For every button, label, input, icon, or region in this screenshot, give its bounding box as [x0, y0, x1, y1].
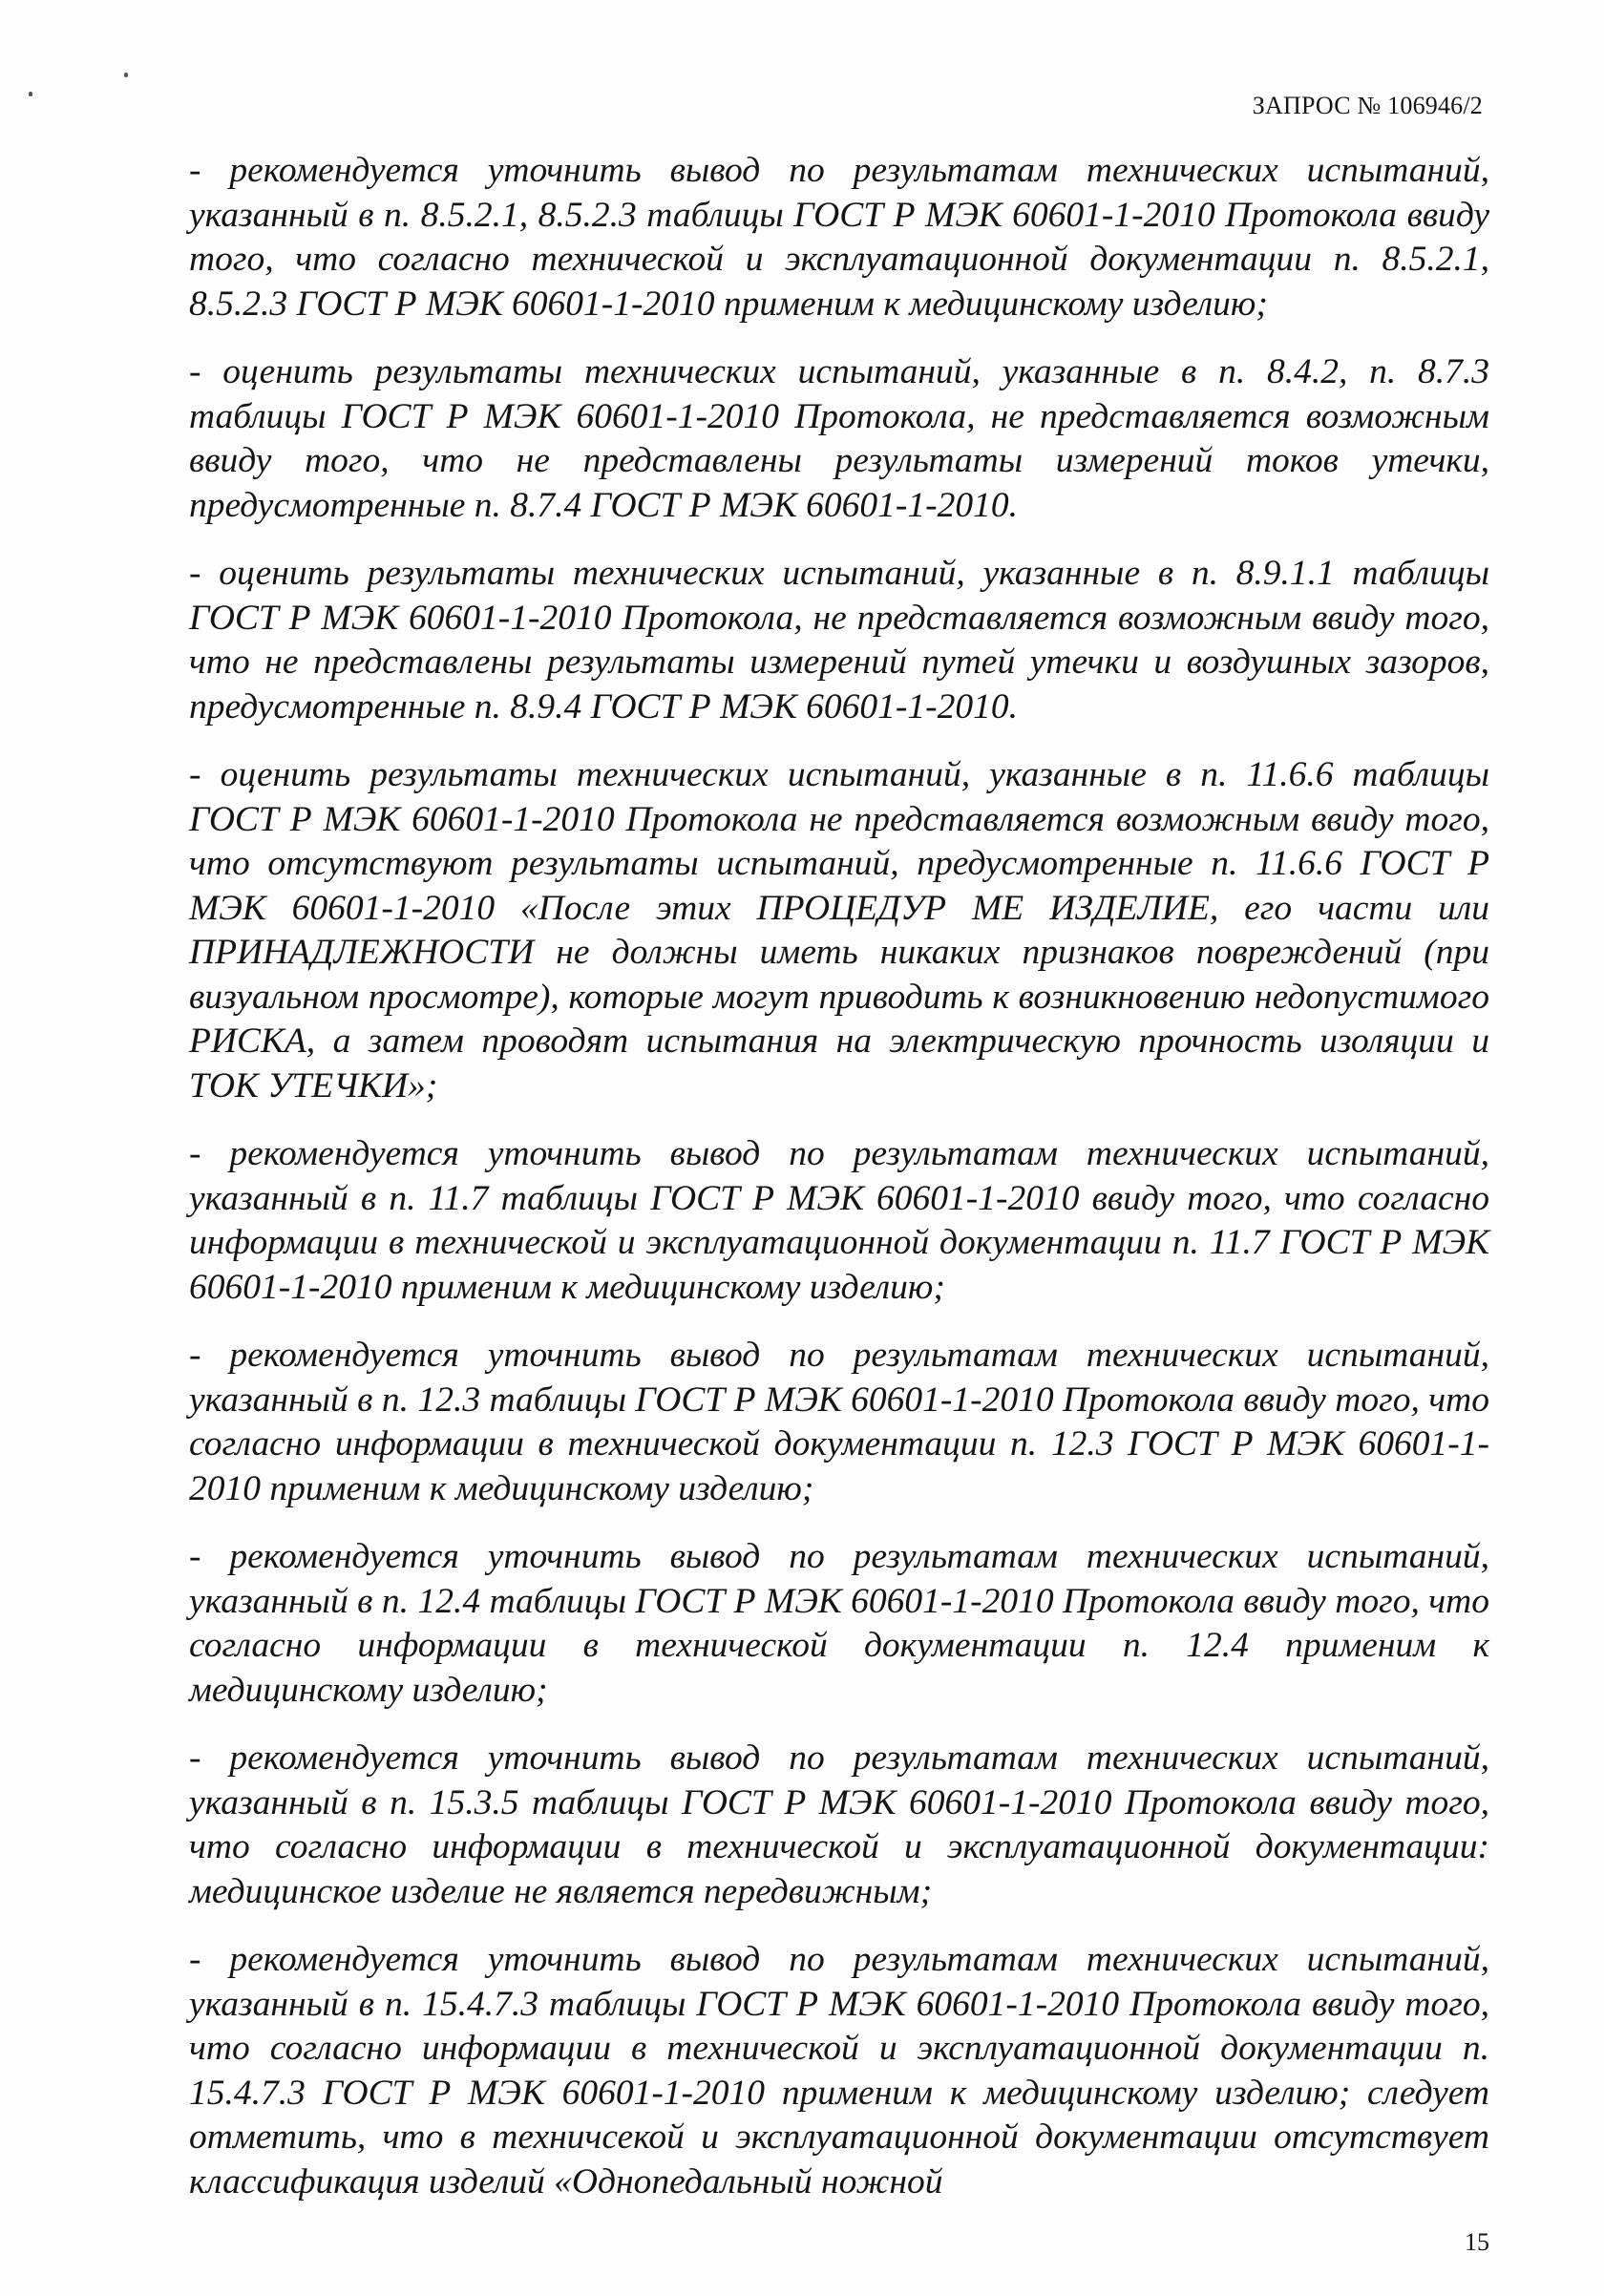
paragraph-5: - рекомендуется уточнить вывод по результатам технических испытаний, указанный в п. 11.7 таблицы ГОСТ Р МЭК 60601-1-2010 ввиду того, что согласно информации в технической и эксплуатационной документации п. 11.7 ГОСТ Р МЭК 60601-1-2010 применим к медицинскому изделию;: [189, 1134, 1489, 1307]
paragraph-3: - оценить результаты технических испытаний, указанные в п. 8.9.1.1 таблицы ГОСТ Р МЭК 60601-1-2010 Протокола, не представляется возможным ввиду того, что не представлены результаты измерений путей утечки и воздушных зазоров, предусмотренные п. 8.9.4 ГОСТ Р МЭК 60601-1-2010.: [189, 554, 1489, 727]
document-body: [189, 149, 1489, 2228]
page-number: 15: [1465, 2228, 1489, 2256]
scan-speck: [29, 92, 32, 96]
paragraph-7: - рекомендуется уточнить вывод по результатам технических испытаний, указанный в п. 12.4 таблицы ГОСТ Р МЭК 60601-1-2010 Протокола ввиду того, что согласно информации в технической документации п. 12.4 применим к медицинскому изделию;: [189, 1537, 1489, 1710]
paragraph-9: - рекомендуется уточнить вывод по результатам технических испытаний, указанный в п. 15.4.7.3 таблицы ГОСТ Р МЭК 60601-1-2010 Протокола ввиду того, что согласно информации в технической и эксплуатационной документации п. 15.4.7.3 ГОСТ Р МЭК 60601-1-2010 применим к медицинскому изделию; следует отметить, что в техничсекой и эксплуатационной документации отсутствует классификация изделий «Однопедальный ножной: [189, 1940, 1489, 2201]
request-number: ЗАПРОС № 106946/2: [1252, 92, 1483, 119]
paragraph-6: - рекомендуется уточнить вывод по результатам технических испытаний, указанный в п. 12.3 таблицы ГОСТ Р МЭК 60601-1-2010 Протокола ввиду того, что согласно информации в технической документации п. 12.3 ГОСТ Р МЭК 60601-1-2010 применим к медицинскому изделию;: [189, 1336, 1489, 1508]
scan-speck: [124, 73, 128, 77]
paragraph-1: - рекомендуется уточнить вывод по результатам технических испытаний, указанный в п. 8.5.2.1, 8.5.2.3 таблицы ГОСТ Р МЭК 60601-1-2010 Протокола ввиду того, что согласно технической и эксплуатационной документации п. 8.5.2.1, 8.5.2.3 ГОСТ Р МЭК 60601-1-2010 применим к медицинскому изделию;: [189, 151, 1489, 324]
paragraph-8: - рекомендуется уточнить вывод по результатам технических испытаний, указанный в п. 15.3.5 таблицы ГОСТ Р МЭК 60601-1-2010 Протокола ввиду того, что согласно информации в технической и эксплуатационной документации: медицинское изделие не является передвижным;: [189, 1738, 1489, 1911]
paragraph-2: - оценить результаты технических испытаний, указанные в п. 8.4.2, п. 8.7.3 таблицы ГОСТ Р МЭК 60601-1-2010 Протокола, не представляется возможным ввиду того, что не представлены результаты измерений токов утечки, предусмотренные п. 8.7.4 ГОСТ Р МЭК 60601-1-2010.: [189, 352, 1489, 525]
paragraph-4: - оценить результаты технических испытаний, указанные в п. 11.6.6 таблицы ГОСТ Р МЭК 60601-1-2010 Протокола не представляется возможным ввиду того, что отсутствуют результаты испытаний, предусмотренные п. 11.6.6 ГОСТ Р МЭК 60601-1-2010 «После этих ПРОЦЕДУР МЕ ИЗДЕЛИЕ, его части или ПРИНАДЛЕЖНОСТИ не должны иметь никаких признаков повреждений (при визуальном просмотре), которые могут приводить к возникновению недопустимого РИСКА, а затем проводят испытания на электрическую прочность изоляции и ТОК УТЕЧКИ»;: [189, 755, 1489, 1106]
